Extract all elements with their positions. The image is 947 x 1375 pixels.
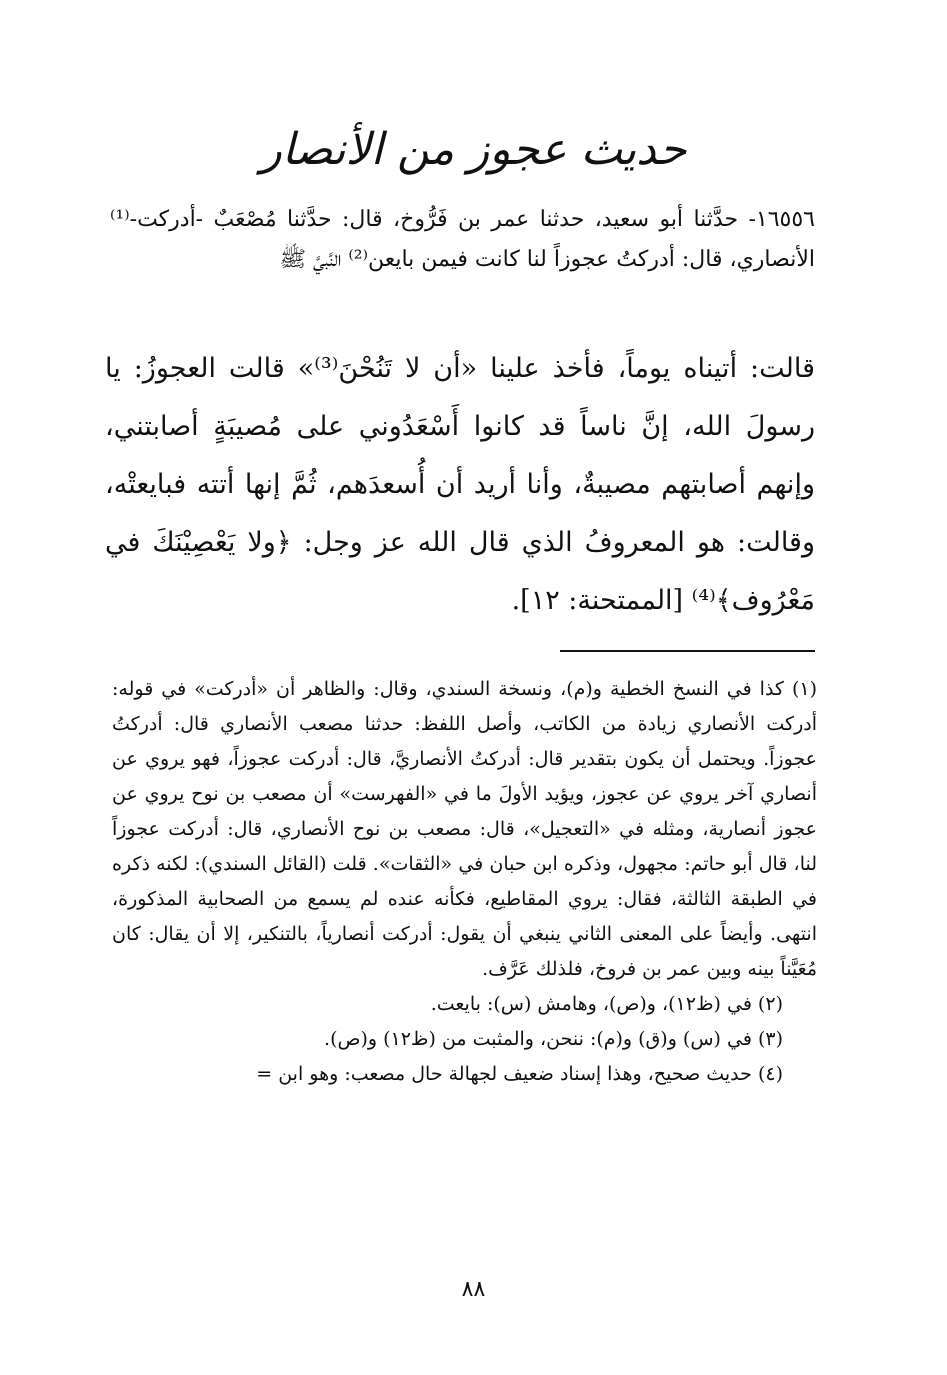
- footnote-2: (٢) في (ظ١٢)، و(ص)، وهامش (س): بايعت.: [430, 993, 783, 1015]
- footnote-separator: [560, 650, 815, 652]
- hadith-isnad: ١٦٥٥٦- حدَّثنا أبو سعيد، حدثنا عمر بن فَرُّوخ، قال: حدَّثنا مُصْعَبٌ -أدركت-⁽¹⁾ الأنصاري، قال: أدركتُ عجوزاً لنا كانت فيمن بايعن⁽²⁾ النَّبيَّ ﷺ: [110, 207, 815, 272]
- footnote-1: (١) كذا في النسخ الخطية و(م)، ونسخة السندي، وقال: والظاهر أن «أدركت» في قوله: أدركت الأنصاري زيادة من الكاتب، وأصل اللفظ: حدثنا مصعب الأنصاري قال: أدركتُ عجوزاً. ويحتمل أن يكون بتقدير قال: أدركتُ الأنصاريَّ، قال: أدركت عجوزاً، فهو يروي عن أنصاري آخر يروي عن عجوز، ويؤيد الأولَ ما في «الفهرست» أن مصعب بن نوح يروي عن عجوز أنصارية، ومثله في «التعجيل»، قال: مصعب بن نوح الأنصاري، قال: أدركت عجوزاً لنا، قال أبو حاتم: مجهول، وذكره ابن حبان في «الثقات». قلت (القائل السندي): لكنه ذكره في الطبقة الثالثة، فقال: يروي المقاطيع، فكأنه عنده لم يسمع من الصحابية المذكورة، انتهى. وأيضاً على المعنى الثاني ينبغي أن يقول: أدركت أنصارياً، بالتنكير، إلا أن يقال: كان مُعَيَّناً بينه وبين عمر بن فروخ، فلذلك عَرَّف.: [112, 678, 817, 980]
- chapter-title: حديث عجوز من الأنصار: [260, 124, 687, 175]
- page-number: ٨٨: [461, 1277, 486, 1302]
- hadith-matn: قالت: أتيناه يوماً، فأخذ علينا «أن لا تَنُحْنَ⁽³⁾» قالت العجوزُ: يا رسولَ الله، إنَّ ناساً قد كانوا أَسْعَدُوني على مُصيبَةٍ أصابتني، وإنهم أصابتهم مصيبةٌ، وأنا أريد أن أُسعدَهم، ثُمَّ إنها أتته فبايعتْه، وقالت: هو المعروفُ الذي قال الله عز وجل: ﴿ولا يَعْصِيْنَكَ في مَعْرُوف﴾⁽⁴⁾ [الممتحنة: ١٢].: [105, 353, 815, 616]
- footnote-4: (٤) حديث صحيح، وهذا إسناد ضعيف لجهالة حال مصعب: وهو ابن =: [256, 1063, 783, 1085]
- footnotes-list: [112, 672, 817, 1092]
- footnote-3: (٣) في (س) و(ق) و(م): ننحن، والمثبت من (ظ١٢) و(ص).: [324, 1028, 783, 1050]
